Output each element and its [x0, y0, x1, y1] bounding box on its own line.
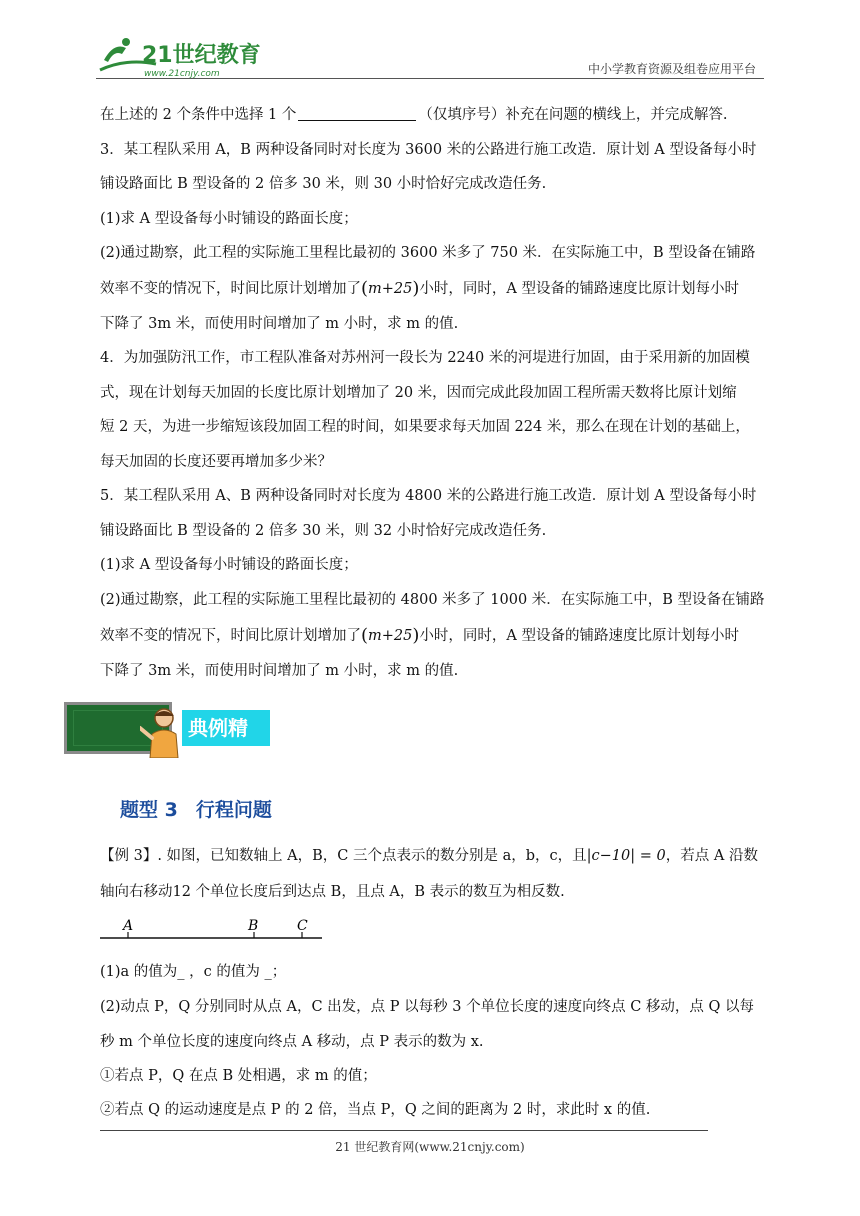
footer-divider [100, 1130, 708, 1131]
example-banner [64, 700, 270, 776]
answer-blank [298, 106, 416, 121]
text-line: 轴向右移动12 个单位长度后到达点 B，且点 A，B 表示的数互为相反数. [100, 884, 565, 900]
text-line: 5．某工程队采用 A、B 两种设备同时对长度为 4800 米的公路进行施工改造．原计划 A 型设备每小时 [100, 488, 757, 504]
math-expr: m+25 [368, 281, 413, 297]
text-line: 秒 m 个单位长度的速度向终点 A 移动，点 P 表示的数为 x. [100, 1034, 484, 1050]
text-line: 每天加固的长度还要再增加多少米？ [100, 454, 332, 470]
text-line: (2)动点 P，Q 分别同时从点 A，C 出发，点 P 以每秒 3 个单位长度的速度向终点 C 移动，点 Q 以每 [100, 999, 755, 1015]
text-line: 铺设路面比 B 型设备的 2 倍多 30 米，则 30 小时恰好完成改造任务. [100, 176, 547, 192]
math-expr: m+25 [368, 628, 413, 644]
point-label-b: B [248, 918, 259, 934]
banner-title: 典例精讲 3 [182, 710, 270, 746]
logo-url: www.21cnjy.com [144, 69, 220, 79]
text-line: 下降了 3m 米，而使用时间增加了 m 小时，求 m 的值. [100, 663, 459, 679]
text-line: 效率不变的情况下，时间比原计划增加了(m+25)小时，同时，A 型设备的铺路速度比原计划每小时 [100, 278, 740, 299]
text-line: 式，现在计划每天加固的长度比原计划增加了 20 米，因而完成此段加固工程所需天数将比原计划缩 [100, 385, 737, 401]
text-line: ②若点 Q 的运动速度是点 P 的 2 倍，当点 P，Q 之间的距离为 2 时，求此时 x 的值. [100, 1102, 651, 1118]
text-line: (1)求 A 型设备每小时铺设的路面长度； [100, 211, 358, 227]
site-logo [96, 30, 266, 82]
text-line: 4．为加强防汛工作，市工程队准备对苏州河一段长为 2240 米的河堤进行加固，由于采用新的加固模 [100, 350, 750, 366]
section-number: 题型 3 [120, 799, 178, 821]
text-line: (1)a 的值为_ ，c 的值为 _； [100, 964, 287, 980]
text-line: (2)通过勘察，此工程的实际施工里程比最初的 4800 米多了 1000 米．在实际施工中，B 型设备在铺路 [100, 592, 765, 608]
header-divider [96, 78, 764, 79]
section-title: 行程问题 [195, 799, 272, 821]
section-heading [120, 795, 290, 822]
footer-text: 21 世纪教育网(www.21cnjy.com) [335, 1140, 525, 1154]
point-label-c: C [297, 918, 308, 934]
text-line: 【例 3】. 如图，已知数轴上 A，B，C 三个点表示的数分别是 a，b，c，且|c−10| = 0，若点 A 沿数 [100, 848, 758, 864]
text-line: 下降了 3m 米，而使用时间增加了 m 小时，求 m 的值. [100, 316, 459, 332]
logo-text: 21世纪教育 [142, 43, 261, 68]
header-platform-name: 中小学教育资源及组卷应用平台 [587, 62, 756, 76]
text-line: (2)通过勘察，此工程的实际施工里程比最初的 3600 米多了 750 米．在实际施工中，B 型设备在铺路 [100, 245, 756, 261]
text-line: 3．某工程队采用 A，B 两种设备同时对长度为 3600 米的公路进行施工改造．原计划 A 型设备每小时 [100, 142, 757, 158]
math-expr: |c−10| = 0 [586, 848, 666, 864]
text-line: 铺设路面比 B 型设备的 2 倍多 30 米，则 32 小时恰好完成改造任务. [100, 523, 547, 539]
text-line: ①若点 P，Q 在点 B 处相遇，求 m 的值； [100, 1068, 377, 1084]
text-line: 在上述的 2 个条件中选择 1 个 （仅填序号）补充在问题的横线上，并完成解答. [100, 107, 728, 123]
text-line: 短 2 天，为进一步缩短该段加固工程的时间，如果要求每天加固 224 米，那么在现在计划的基础上， [100, 419, 750, 435]
point-label-a: A [123, 918, 134, 934]
number-line [100, 916, 330, 946]
teacher-icon [140, 706, 184, 758]
text-line: 效率不变的情况下，时间比原计划增加了(m+25)小时，同时，A 型设备的铺路速度比原计划每小时 [100, 625, 740, 646]
text-line: (1)求 A 型设备每小时铺设的路面长度； [100, 557, 358, 573]
